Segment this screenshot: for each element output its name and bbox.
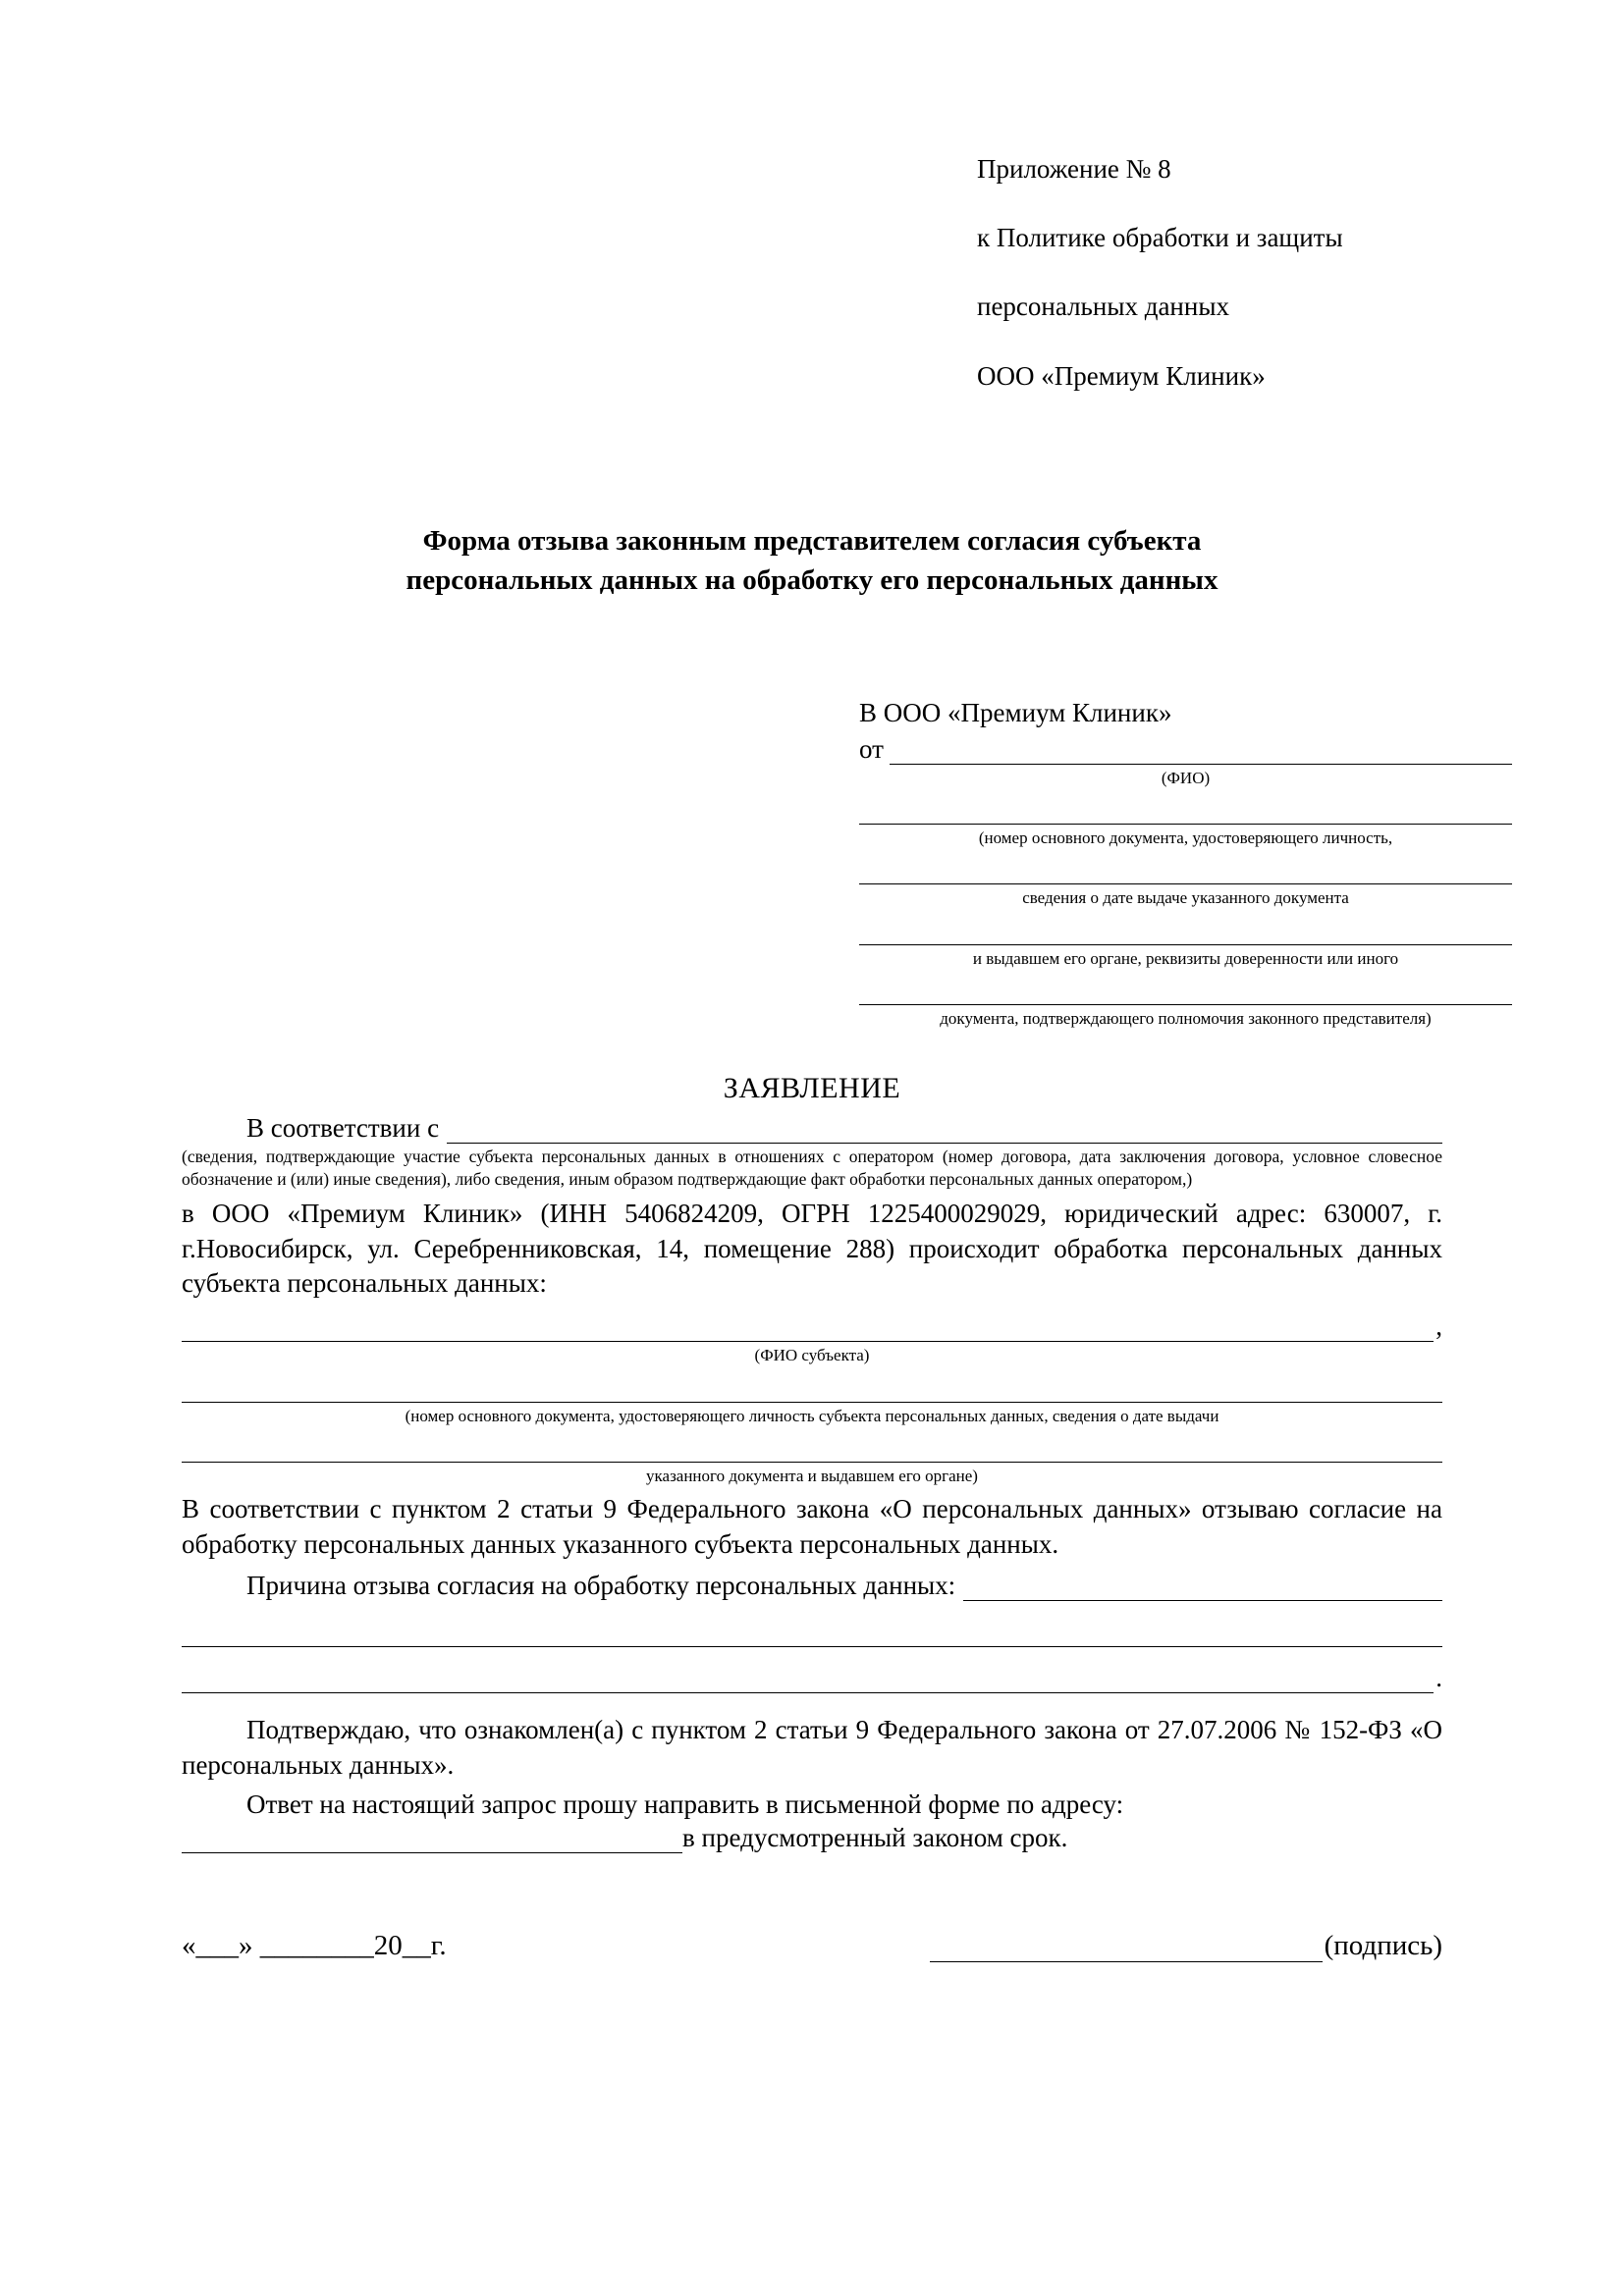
header-line-4: ООО «Премиум Клиник» <box>977 360 1266 391</box>
page-title <box>182 521 1442 600</box>
page-title-line-2: персональных данных на обработку его персональных данных <box>406 563 1218 596</box>
revoke-paragraph: В соответствии с пунктом 2 статьи 9 Федерального закона «О персональных данных» отзываю согласие на обработку персональных данных указанного субъекта персональных данных. <box>182 1494 1442 1559</box>
from-label: от <box>859 733 884 764</box>
subject-fio-comma: , <box>1435 1311 1442 1342</box>
intro-row <box>182 1113 1442 1144</box>
subject-fio-input[interactable] <box>182 1315 1434 1342</box>
org-paragraph: в ООО «Премиум Клиник» (ИНН 5406824209, ОГРН 1225400029029, юридический адрес: 630007, г. г.Новосибирск, ул. Серебренниковская, 14, помещение 288) происходит обработка персональных данных субъекта персональных данных: <box>182 1198 1442 1299</box>
signature-input[interactable] <box>930 1936 1323 1962</box>
answer-paragraph: Ответ на настоящий запрос прошу направить в письменной форме по адресу: <box>246 1789 1124 1819</box>
caption-subject-doc-1: (номер основного документа, удостоверяющего личность субъекта персональных данных, сведения о дате выдачи <box>405 1406 1219 1425</box>
caption-doc-4: документа, подтверждающего полномочия законного представителя) <box>940 1008 1432 1028</box>
date-field[interactable]: «___» ________20__г. <box>182 1929 447 1961</box>
header-line-3: персональных данных <box>977 292 1229 322</box>
header-line-2: к Политике обработки и защиты <box>977 223 1343 253</box>
answer-address-row <box>182 1823 1442 1853</box>
header-block <box>977 118 1442 428</box>
caption-doc-2: сведения о дате выдаче указанного документа <box>1022 888 1349 908</box>
header-line-1: Приложение № 8 <box>977 154 1171 185</box>
subject-doc-issuer-input[interactable] <box>182 1432 1442 1463</box>
reason-row-3 <box>182 1663 1442 1693</box>
caption-doc-1: (номер основного документа, удостоверяющего личность, <box>978 828 1393 848</box>
from-fio-input[interactable] <box>890 738 1512 765</box>
intro-input[interactable] <box>447 1117 1442 1144</box>
reason-row <box>182 1571 1442 1601</box>
answer-address-input[interactable] <box>182 1823 682 1853</box>
reason-label: Причина отзыва согласия на обработку персональных данных: <box>246 1570 956 1600</box>
from-row <box>859 734 1512 765</box>
doc-number-input[interactable] <box>859 794 1512 825</box>
doc-date-input[interactable] <box>859 854 1512 884</box>
page-title-line-1: Форма отзыва законным представителем согласия субъекта <box>422 524 1202 557</box>
reason-input-1[interactable] <box>963 1575 1442 1601</box>
subject-fio-row <box>182 1311 1442 1342</box>
reason-period: . <box>1435 1662 1442 1692</box>
answer-address-tail: в предусмотренный законом срок. <box>682 1822 1068 1852</box>
confirm-paragraph: Подтверждаю, что ознакомлен(а) с пунктом 2 статьи 9 Федерального закона от 27.07.2006 № 152-ФЗ «О персональных данных». <box>182 1714 1442 1780</box>
reason-input-3[interactable] <box>182 1667 1434 1693</box>
signature-label: (подпись) <box>1324 1929 1442 1961</box>
reason-input-2[interactable] <box>182 1617 1442 1647</box>
doc-authority-input[interactable] <box>859 975 1512 1005</box>
addressee-org: В ООО «Премиум Клиник» <box>859 697 1172 727</box>
caption-subject-fio: (ФИО субъекта) <box>754 1346 870 1365</box>
intro-label: В соответствии с <box>246 1113 440 1144</box>
doc-issuer-input[interactable] <box>859 915 1512 945</box>
signature-row <box>182 1930 1442 1962</box>
statement-heading: ЗАЯВЛЕНИЕ <box>723 1072 901 1105</box>
caption-fio: (ФИО) <box>1161 768 1211 787</box>
intro-note: (сведения, подтверждающие участие субъекта персональных данных в отношениях с оператором (номер договора, дата заключения договора, условное словесное обозначение и (или) иные сведения), либо сведения, иным образом подтверждающие факт обработки персональных данных оператором,) <box>182 1147 1442 1189</box>
subject-doc-input[interactable] <box>182 1372 1442 1403</box>
addressee-block <box>859 698 1512 1029</box>
caption-doc-3: и выдавшем его органе, реквизиты доверенности или иного <box>972 948 1399 968</box>
caption-subject-doc-2: указанного документа и выдавшем его органе) <box>646 1466 978 1485</box>
